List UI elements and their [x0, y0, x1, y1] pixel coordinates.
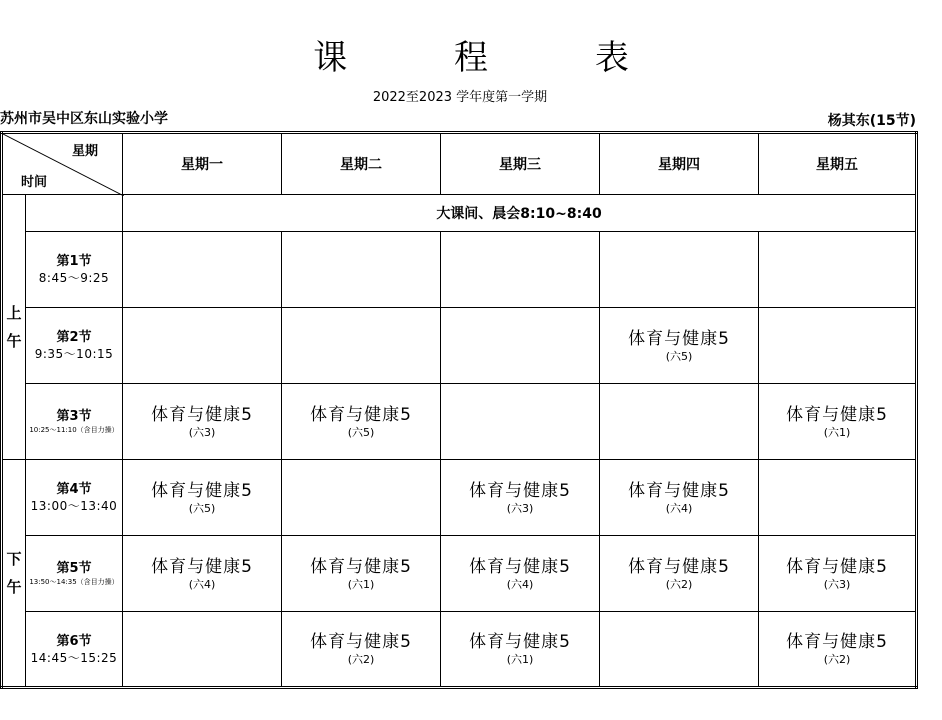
- class-label: (六4): [188, 577, 216, 591]
- slot: [441, 536, 600, 612]
- slot: [441, 612, 600, 688]
- course-name: 体育与健康5: [151, 556, 253, 577]
- corner-time-label: 时间: [21, 175, 48, 190]
- class-label: (六5): [347, 425, 375, 439]
- slot: [282, 384, 441, 460]
- period-cell: 第4节 13:00～13:40: [26, 460, 123, 536]
- slot: [759, 384, 917, 460]
- slot: [600, 384, 759, 460]
- day-header: 星期五: [759, 133, 917, 195]
- course-name: 体育与健康5: [786, 404, 888, 425]
- slot: [441, 308, 600, 384]
- class-label: (六3): [188, 425, 216, 439]
- schedule-table: [0, 131, 918, 689]
- slot: [759, 308, 917, 384]
- slot: [123, 536, 282, 612]
- class-label: (六3): [506, 501, 534, 515]
- course-name: 体育与健康5: [469, 632, 571, 652]
- course-name: 体育与健康5: [310, 404, 412, 425]
- course-name: 体育与健康5: [151, 480, 253, 501]
- class-label: (六5): [188, 501, 216, 515]
- class-label: (六1): [823, 425, 851, 439]
- slot: [600, 460, 759, 536]
- slot: [600, 308, 759, 384]
- page-title: [0, 30, 942, 79]
- title-char: 程: [454, 38, 488, 78]
- day-header: 星期四: [600, 133, 759, 195]
- slot: [759, 460, 917, 536]
- slot: [759, 536, 917, 612]
- course-name: 体育与健康5: [310, 632, 412, 652]
- period-cell: 第2节 9:35～10:15: [26, 308, 123, 384]
- school-name: 苏州市吴中区东山实验小学: [0, 111, 168, 127]
- course-name: 体育与健康5: [628, 328, 730, 349]
- slot: [123, 384, 282, 460]
- class-label: (六5): [665, 349, 693, 363]
- course-name: 体育与健康5: [628, 556, 730, 577]
- course-name: 体育与健康5: [151, 404, 253, 425]
- corner-weekday-label: 星期: [71, 144, 98, 159]
- course-name: 体育与健康5: [628, 480, 730, 501]
- class-label: (六3): [823, 577, 851, 591]
- period-cell: 第6节 14:45～15:25: [26, 612, 123, 688]
- semester-subtitle: 2022至2023 学年度第一学期: [372, 90, 548, 105]
- slot: [282, 460, 441, 536]
- period-row: [2, 612, 917, 688]
- slot: [123, 460, 282, 536]
- class-label: (六4): [506, 577, 534, 591]
- teacher-name: 杨其东(15节): [827, 113, 916, 129]
- period-row: [2, 308, 917, 384]
- day-header: 星期一: [123, 133, 282, 195]
- slot: [282, 612, 441, 688]
- period-row: [2, 536, 917, 612]
- morning-label: 上 午: [2, 195, 26, 460]
- slot: [282, 308, 441, 384]
- recess-text: 大课间、晨会8:10~8:40: [123, 195, 917, 232]
- slot: [600, 232, 759, 308]
- class-label: (六2): [347, 653, 375, 666]
- slot: [600, 536, 759, 612]
- slot: [441, 460, 600, 536]
- period-cell: 第5节 13:50～14:35（含目力操）: [26, 536, 123, 612]
- class-label: (六2): [665, 577, 693, 591]
- period-row: [2, 232, 917, 308]
- title-char: 课: [313, 38, 348, 78]
- period-row: [2, 384, 917, 460]
- slot: [600, 612, 759, 688]
- class-label: (六1): [347, 577, 375, 591]
- course-name: 体育与健康5: [310, 556, 412, 577]
- course-name: 体育与健康5: [469, 556, 571, 577]
- slot: [282, 536, 441, 612]
- recess-blank: [26, 195, 123, 232]
- slot: [759, 612, 917, 688]
- course-name: 体育与健康5: [469, 480, 571, 501]
- slot: [123, 232, 282, 308]
- corner-cell: [2, 133, 123, 195]
- course-name: 体育与健康5: [786, 556, 888, 577]
- slot: [441, 384, 600, 460]
- slot: [282, 232, 441, 308]
- title-char: 表: [594, 38, 629, 78]
- header-row: [2, 133, 917, 195]
- period-cell: 第1节 8:45～9:25: [26, 232, 123, 308]
- period-cell: 第3节 10:25～11:10（含目力操）: [26, 384, 123, 460]
- day-header: 星期三: [441, 133, 600, 195]
- recess-row: [2, 195, 917, 232]
- slot: [759, 232, 917, 308]
- slot: [441, 232, 600, 308]
- slot: [123, 308, 282, 384]
- class-label: (六4): [665, 501, 693, 515]
- class-label: (六2): [823, 653, 851, 666]
- day-header: 星期二: [282, 133, 441, 195]
- period-row: [2, 460, 917, 536]
- afternoon-label: 下 午: [2, 460, 26, 688]
- slot: [123, 612, 282, 688]
- course-name: 体育与健康5: [786, 632, 888, 652]
- class-label: (六1): [506, 653, 534, 666]
